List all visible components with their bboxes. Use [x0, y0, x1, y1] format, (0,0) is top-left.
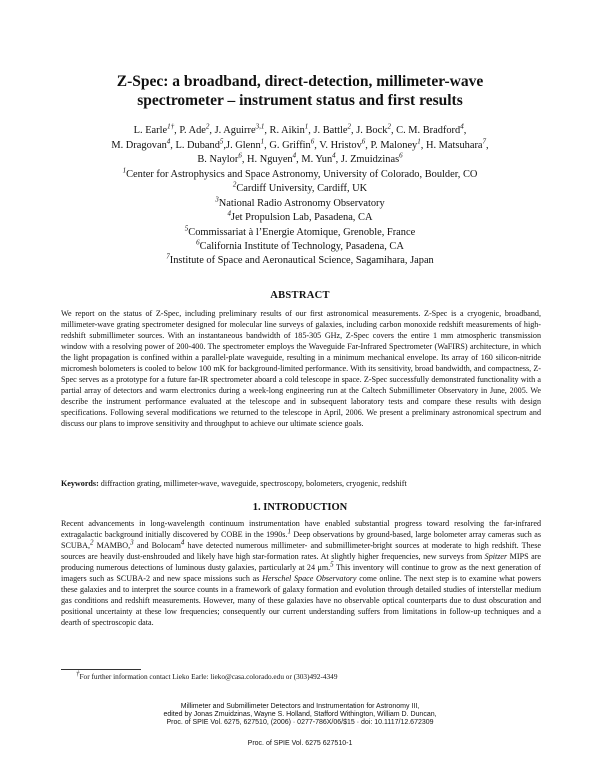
author-separator: , — [264, 125, 270, 136]
affiliation-text: National Radio Astronomy Observatory — [218, 197, 385, 209]
affiliation-mark: 2 — [205, 122, 210, 131]
author-separator: , — [174, 125, 180, 136]
title-line-2: spectrometer – instrument status and first results — [137, 92, 463, 109]
affiliation-mark: 3,1 — [255, 122, 265, 131]
author-separator: , — [335, 154, 341, 165]
author: J. Glenn — [226, 139, 261, 151]
affiliation — [40, 211, 560, 225]
author-separator: , — [308, 125, 314, 136]
reference-mark: 4 — [180, 538, 185, 547]
footnote-text: For further information contact Lieko Earle: lieko@casa.colorado.edu or (303)492-4349 — [79, 672, 338, 681]
proceedings-info — [40, 703, 560, 728]
affiliation-mark: 1† — [167, 122, 175, 131]
author-separator: , — [463, 125, 467, 136]
author-separator: , — [365, 139, 371, 151]
author: P. Maloney — [370, 139, 418, 151]
affiliation-mark: 1 — [304, 122, 309, 131]
affiliation-number: 1 — [122, 166, 127, 175]
affiliation-text: Center for Astrophysics and Space Astronomy, University of Colorado, Boulder, CO — [126, 169, 478, 180]
author-separator: , — [351, 125, 357, 136]
author-separator: , — [420, 139, 426, 151]
reference-mark: 2 — [90, 538, 94, 547]
proceedings-line-2: edited by Jonas Zmuidzinas, Wayne S. Holland, Stafford Withington, William D. Duncan, — [163, 711, 437, 719]
affiliation — [40, 226, 560, 240]
affiliation — [40, 254, 560, 268]
author-separator: , — [223, 139, 227, 151]
author: V. Hristov — [319, 139, 362, 151]
author-separator: , — [264, 139, 270, 151]
affiliation-list — [40, 168, 560, 269]
affiliation — [40, 240, 560, 254]
author-separator: , — [486, 139, 489, 151]
author-separator: , — [209, 125, 215, 136]
affiliation-mark: 4 — [166, 137, 171, 146]
affiliation-mark: 2 — [387, 122, 391, 131]
keywords-line — [61, 479, 541, 488]
reference-mark: 3 — [130, 538, 134, 547]
affiliation-number: 3 — [215, 195, 219, 204]
affiliation-number: 7 — [166, 252, 170, 261]
author-separator: , — [241, 154, 248, 165]
affiliation-text: Jet Propulsion Lab, Pasadena, CA — [231, 212, 373, 224]
affiliation-number: 6 — [196, 238, 200, 247]
affiliation-text: Institute of Space and Aeronautical Science, Sagamihara, Japan — [169, 255, 434, 267]
affiliation-number: 2 — [232, 180, 237, 189]
reference-mark: 5 — [330, 560, 334, 569]
proceedings-line-1: Millimeter and Submillimeter Detectors and Instrumentation for Astronomy III, — [180, 703, 420, 710]
author: R. Aikin — [269, 125, 305, 136]
affiliation-number: 5 — [184, 224, 189, 233]
author: G. Griffin — [269, 139, 311, 151]
affiliation-mark: 4 — [332, 151, 336, 160]
keywords-text: diffraction grating, millimeter-wave, waveguide, spectroscopy, bolometers, cryogenic, redshift — [100, 479, 407, 488]
author-list — [40, 124, 560, 168]
author: P. Ade — [179, 125, 206, 136]
keywords-label: Keywords: — [61, 479, 99, 488]
author: C. M. Bradford — [396, 125, 461, 136]
footnote — [76, 669, 541, 681]
affiliation — [40, 182, 560, 196]
abstract-heading: ABSTRACT — [270, 290, 330, 301]
affiliation-text: Cardiff University, Cardiff, UK — [236, 183, 368, 195]
author: B. Naylor — [197, 154, 239, 165]
affiliation-mark: 6 — [238, 151, 242, 160]
italic-term: Herschel Space Observatory — [262, 573, 357, 583]
author: M. Yun — [301, 154, 333, 165]
author: J. Battle — [313, 125, 348, 136]
author: H. Matsuhara — [425, 139, 483, 151]
author: J. Bock — [356, 125, 388, 136]
author: M. Dragovan — [111, 139, 167, 151]
author-separator: , — [170, 139, 176, 151]
affiliation-mark: 4 — [292, 151, 297, 160]
author: J. Aguirre — [214, 125, 256, 136]
affiliation-number: 4 — [227, 209, 232, 218]
footnote-rule — [61, 669, 141, 670]
affiliation-mark: 1 — [260, 137, 265, 146]
affiliation-mark: 1 — [417, 137, 421, 146]
affiliation — [40, 197, 560, 211]
author-separator: , — [296, 154, 302, 165]
page-footer: Proc. of SPIE Vol. 6275 627510-1 — [247, 740, 353, 747]
author: L. Duband — [175, 139, 220, 151]
proceedings-line-3: Proc. of SPIE Vol. 6275, 627510, (2006) · 0277-786X/06/$15 · doi: 10.1117/12.672309 — [166, 719, 434, 727]
paper-title — [40, 72, 560, 110]
affiliation-mark: 6 — [310, 137, 315, 146]
author-separator: , — [314, 139, 320, 151]
author-separator: , — [390, 125, 397, 136]
affiliation-text: California Institute of Technology, Pasadena, CA — [199, 241, 404, 253]
abstract-text: We report on the status of Z-Spec, including preliminary results of our first astronomical measurements. Z-Spec is a cryogenic, broadband, millimeter-wave grating spectrometer designed for molecular line surveys of galaxies, including carbon monoxide redshift measurements of high-redshift submillimeter sources. With an instantaneous bandwidth of 185-305 GHz, Z-Spec covers the entire 1 mm atmospheric transmission window with a resolving power of 200-400. The spectrometer employs the Waveguide Far-Infrared Spectrometer (WaFIRS) architecture, in which the light propagation is confined within a parallel-plate waveguide, resulting in a minimum mechanical envelope. Its array of 160 silicon-nitride micromesh bolometers is cooled to below 100 mK for background-limited performance. With its sensitivity, broad bandwidth, and compactness, Z-Spec serves as a prototype for a future far-IR spectrometer aboard a cold telescope in space. Z-Spec successfully demonstrated functionality with a partial array of detectors and warm electronics during a week-long engineering run at the Caltech Submillimeter Observatory in June, 2005. We describe the instrument performance evaluated at the telescope and in subsequent laboratory tests and compare these results with design specifications. Following several modifications we returned to the telescope in April, 2006. We present a preliminary astronomical spectrum and discuss our plans to improve sensitivity and throughput to achieve our ultimate science goals. — [61, 309, 541, 428]
affiliation-mark: 7 — [482, 137, 487, 146]
italic-term: Spitzer — [484, 551, 508, 561]
author: L. Earle — [133, 125, 168, 136]
introduction-paragraph: Recent advancements in long-wavelength continuum instrumentation have enabled substantial progress toward resolving the far-infrared extragalactic background initially discovered by COBE in the 1990s.$^1$ Deep observations by ground-based, large bolometer array cameras such as SCUBA,$^2$ MAMBO,$^3$ and Bolocam$^4$ have detected numerous millimeter- and submillimeter-bright sources at moderate to high redshift. These sources are heavily dust-enshrouded and likely have high star-formation rates. At slightly higher frequencies, new surveys from Spitzer MIPS are producing numerous detections of luminous dusty galaxies, particularly at 24 μm.$^5$ This inventory will continue to grow as the next generation of imagers such as SCUBA-2 and new space missions such as Herschel Space Observatory come online. The next step is to examine what powers these galaxies and to interpret the source counts in a framework of galaxy formation and evolution through detailed studies of interstellar medium gas conditions and redshift measurements. However, many of these galaxies have no observable optical counterparts due to dust obscuration and positional uncertainty at these low frequencies; consequently our current understanding suffers from limitations in follow-up techniques and a dearth of spectroscopic data. — [61, 519, 541, 627]
reference-mark: 1 — [287, 527, 291, 536]
affiliation-mark: 6 — [399, 151, 403, 160]
title-line-1: Z-Spec: a broadband, direct-detection, millimeter-wave — [116, 73, 484, 90]
affiliation-mark: 5 — [219, 137, 224, 146]
affiliation — [40, 168, 560, 182]
affiliation-mark: 2 — [347, 122, 352, 131]
affiliation-mark: 4 — [460, 122, 464, 131]
section-heading-introduction: 1. INTRODUCTION — [252, 502, 348, 513]
author: H. Nguyen — [247, 154, 293, 165]
author: J. Zmuidzinas — [340, 154, 400, 165]
footnote-mark: † — [76, 669, 80, 678]
affiliation-text: Commissariat à l’Energie Atomique, Grenoble, France — [188, 226, 416, 238]
affiliation-mark: 6 — [361, 137, 366, 146]
